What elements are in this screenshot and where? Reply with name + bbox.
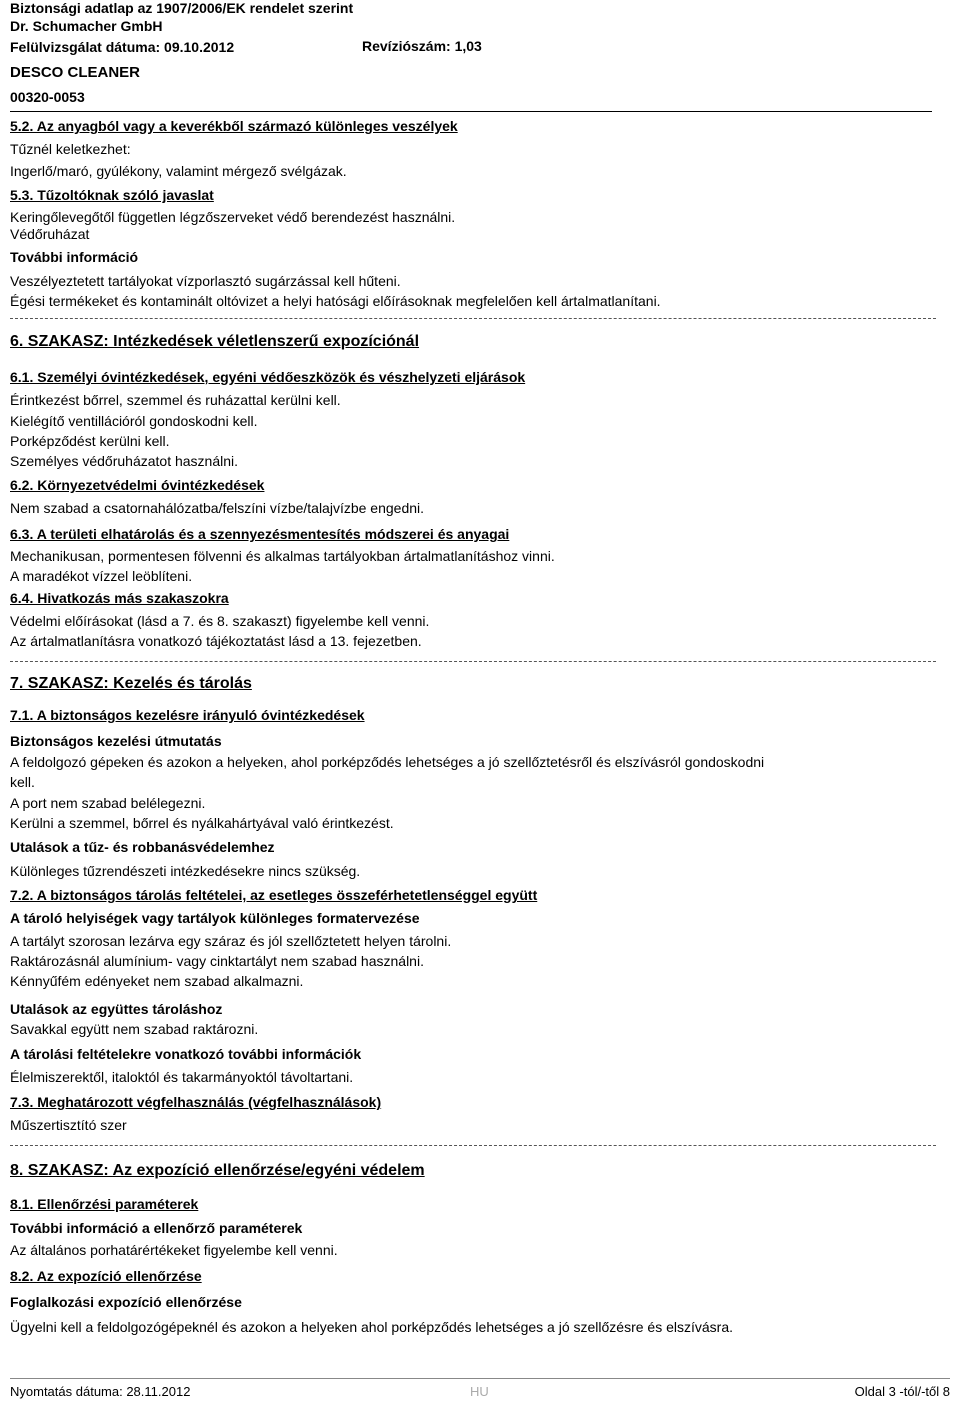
text-line: Ingerlő/maró, gyúlékony, valamint mérgező svélgázak. (10, 163, 347, 179)
text-line: Különleges tűzrendészeti intézkedésekre nincs szükség. (10, 863, 361, 879)
subsection-6-2-heading: 6.2. Környezetvédelmi óvintézkedések (10, 477, 265, 493)
footer-divider (10, 1378, 950, 1379)
text-line: Égési termékeket és kontaminált oltóvizet a helyi hatósági előírásoknak megfelelően kell ártalmatlanítani. (10, 293, 661, 309)
text-line: kell. (10, 774, 35, 790)
text-line: Veszélyeztetett tartályokat vízporlasztó sugárzással kell hűteni. (10, 273, 401, 289)
subsection-6-1-heading: 6.1. Személyi óvintézkedések, egyéni védőeszközök és vészhelyzeti eljárások (10, 369, 526, 385)
header-divider (10, 111, 932, 112)
page-number: Oldal 3 -tól/-től 8 (854, 1384, 950, 1399)
section-8-title: 8. SZAKASZ: Az expozíció ellenőrzése/egyéni védelem (10, 1162, 425, 1179)
subsection-6-3-heading: 6.3. A területi elhatárolás és a szennyezésmentesítés módszerei és anyagai (10, 526, 510, 542)
text-line: Műszertisztító szer (10, 1117, 127, 1133)
product-name: DESCO CLEANER (10, 64, 141, 81)
subsection-7-2-heading: 7.2. A biztonságos tárolás feltételei, az esetleges összeférhetetlenséggel együtt (10, 887, 538, 903)
text-line: Élelmiszerektől, italoktól és takarmányoktól távoltartani. (10, 1069, 354, 1085)
text-line: A port nem szabad belélegezni. (10, 795, 206, 811)
subsection-7-3-heading: 7.3. Meghatározott végfelhasználás (végfelhasználások) (10, 1094, 382, 1110)
text-line: A feldolgozó gépeken és azokon a helyeken, ahol porképződés lehetséges a jó szellőztetésről és elszívásról gondoskodni (10, 754, 765, 770)
subheading: Biztonságos kezelési útmutatás (10, 733, 222, 749)
text-line: Savakkal együtt nem szabad raktározni. (10, 1021, 259, 1037)
document-title: Biztonsági adatlap az 1907/2006/EK rendelet szerint (10, 0, 354, 16)
revision-number: Revíziószám: 1,03 (362, 38, 482, 54)
text-line: Mechanikusan, pormentesen fölvenni és alkalmas tartályokban ártalmatlanításhoz vinni. (10, 548, 555, 564)
subheading: Foglalkozási expozíció ellenőrzése (10, 1294, 242, 1310)
text-line: Az általános porhatárértékeket figyelembe kell venni. (10, 1242, 338, 1258)
section-divider (10, 318, 936, 319)
subsection-8-2-heading: 8.2. Az expozíció ellenőrzése (10, 1268, 202, 1284)
text-line: Ügyelni kell a feldolgozógépeknél és azokon a helyeken ahol porképződés lehetséges a jó szellőzésre és elszívásra. (10, 1319, 733, 1335)
language-code: HU (470, 1384, 489, 1399)
text-line: Kénnyűfém edényeket nem szabad alkalmazni. (10, 973, 304, 989)
text-line: Védelmi előírásokat (lásd a 7. és 8. szakaszt) figyelembe kell venni. (10, 613, 430, 629)
subheading: Utalások az együttes tároláshoz (10, 1001, 223, 1017)
subsection-7-1-heading: 7.1. A biztonságos kezelésre irányuló óvintézkedések (10, 707, 365, 723)
text-line: Kielégítő ventillációról gondoskodni kell. (10, 413, 258, 429)
subsection-8-1-heading: 8.1. Ellenőrzési paraméterek (10, 1196, 199, 1212)
product-code: 00320-0053 (10, 89, 85, 105)
text-line: Védőruházat (10, 226, 90, 242)
section-7-title: 7. SZAKASZ: Kezelés és tárolás (10, 675, 252, 692)
text-line: Személyes védőruházatot használni. (10, 453, 239, 469)
review-date: Felülvizsgálat dátuma: 09.10.2012 (10, 39, 235, 55)
subheading: Utalások a tűz- és robbanásvédelemhez (10, 839, 275, 855)
subheading: A tárolási feltételekre vonatkozó további információk (10, 1046, 362, 1062)
text-line: A tartályt szorosan lezárva egy száraz és jól szellőztetett helyen tárolni. (10, 933, 452, 949)
section-divider (10, 1145, 936, 1146)
text-line: Nem szabad a csatornahálózatba/felszíni vízbe/talajvízbe engedni. (10, 500, 425, 516)
text-line: Az ártalmatlanításra vonatkozó tájékoztatást lásd a 13. fejezetben. (10, 633, 422, 649)
print-date: Nyomtatás dátuma: 28.11.2012 (10, 1384, 191, 1399)
section-divider (10, 661, 936, 662)
subsection-5-2-heading: 5.2. Az anyagból vagy a keverékből származó különleges veszélyek (10, 118, 458, 134)
subheading: További információ (10, 249, 139, 265)
text-line: Keringőlevegőtől független légzőszerveket védő berendezést használni. (10, 209, 456, 225)
text-line: Tűznél keletkezhet: (10, 141, 131, 157)
text-line: A maradékot vízzel leöblíteni. (10, 568, 193, 584)
subsection-5-3-heading: 5.3. Tűzoltóknak szóló javaslat (10, 187, 214, 203)
text-line: Raktározásnál alumínium- vagy cinktartályt nem szabad használni. (10, 953, 424, 969)
text-line: Kerülni a szemmel, bőrrel és nyálkahártyával való érintkezést. (10, 815, 394, 831)
text-line: Porképződést kerülni kell. (10, 433, 170, 449)
subheading: További információ a ellenőrző paraméterek (10, 1220, 303, 1236)
subheading: A tároló helyiségek vagy tartályok különleges formatervezése (10, 910, 420, 926)
text-line: Érintkezést bőrrel, szemmel és ruházattal kerülni kell. (10, 392, 341, 408)
company-name: Dr. Schumacher GmbH (10, 18, 163, 34)
section-6-title: 6. SZAKASZ: Intézkedések véletlenszerű expozíciónál (10, 333, 420, 350)
subsection-6-4-heading: 6.4. Hivatkozás más szakaszokra (10, 590, 229, 606)
